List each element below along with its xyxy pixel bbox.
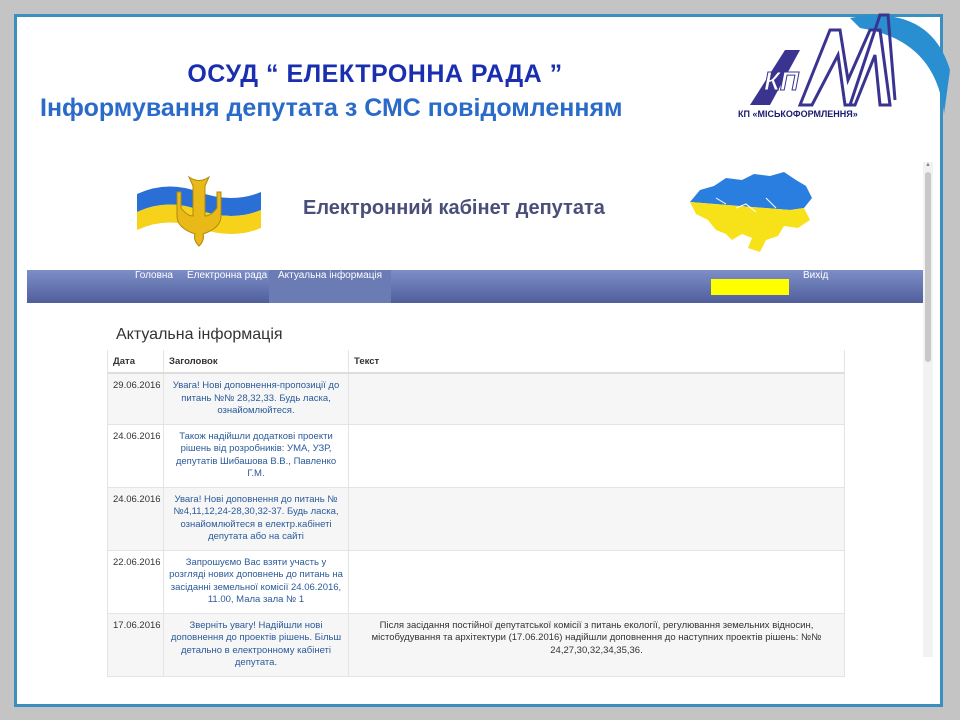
- nav-item-electronic-council[interactable]: Електронна рада: [187, 270, 268, 281]
- row-title-link[interactable]: Увага! Нові доповнення-пропозиції до питань №№ 28,32,33. Будь ласка, ознайомлюйтеся.: [164, 373, 349, 424]
- column-header-date: Дата: [108, 350, 164, 373]
- news-table: [107, 350, 845, 677]
- row-date: 22.06.2016: [108, 550, 164, 613]
- row-text: Після засідання постійної депутатської комісії з питань екології, регулювання земельних відносин, містобудування та архітектури (17.06.2016) надійшли доповнення до наступних проектів рішень: №№ 24,27,30,32,34,35,36.: [349, 613, 845, 676]
- row-date: 24.06.2016: [108, 424, 164, 487]
- table-row: [108, 424, 845, 487]
- row-title-link[interactable]: Увага! Нові доповнення до питань № №4,11,12,24-28,30,32-37. Будь ласка, ознайомлюйтеся в електр.кабінеті депутата або на сайті: [164, 487, 349, 550]
- nav-item-home[interactable]: Головна: [135, 270, 173, 281]
- scroll-up-arrow-icon[interactable]: ▲: [925, 162, 931, 168]
- company-logo: [730, 10, 952, 122]
- row-text: [349, 487, 845, 550]
- site-title: Електронний кабінет депутата: [303, 197, 605, 219]
- row-title-link[interactable]: Також надійшли додаткові проекти рішень від розробників: УМА, УЗР, депутатів Шибашова В.В., Павленко Г.М.: [164, 424, 349, 487]
- row-date: 24.06.2016: [108, 487, 164, 550]
- row-text: [349, 550, 845, 613]
- ukraine-flag-trident-icon: [137, 172, 261, 248]
- column-header-title: Заголовок: [164, 350, 349, 373]
- table-row: [108, 373, 845, 424]
- row-date: 17.06.2016: [108, 613, 164, 676]
- nav-item-current-info[interactable]: Актуальна інформація: [269, 270, 391, 303]
- scrollbar-thumb[interactable]: [925, 172, 931, 362]
- slide-subtitle: Інформування депутата з СМС повідомленням: [40, 94, 623, 122]
- logo-caption: КП «МІСЬКОФОРМЛЕННЯ»: [738, 109, 858, 119]
- logo-text: КП: [764, 66, 799, 96]
- section-heading: Актуальна інформація: [116, 326, 283, 343]
- row-date: 29.06.2016: [108, 373, 164, 424]
- row-text: [349, 373, 845, 424]
- table-row: [108, 550, 845, 613]
- row-title-link[interactable]: Зверніть увагу! Надійшли нові доповнення до проектів рішень. Більш детально в електронному кабінеті депутата.: [164, 613, 349, 676]
- ukraine-map-icon: [686, 168, 814, 256]
- table-row: [108, 487, 845, 550]
- slide-title: ОСУД “ ЕЛЕКТРОННА РАДА ”: [187, 60, 563, 88]
- logout-link[interactable]: Вихід: [803, 270, 829, 281]
- table-row: [108, 613, 845, 676]
- row-title-link[interactable]: Запрошуємо Вас взяти участь у розгляді нових доповнень до питань на засіданні земельної комісії 24.06.2016, 11.00, Мала зала № 1: [164, 550, 349, 613]
- row-text: [349, 424, 845, 487]
- column-header-text: Текст: [349, 350, 845, 373]
- user-name-highlight[interactable]: [711, 279, 789, 295]
